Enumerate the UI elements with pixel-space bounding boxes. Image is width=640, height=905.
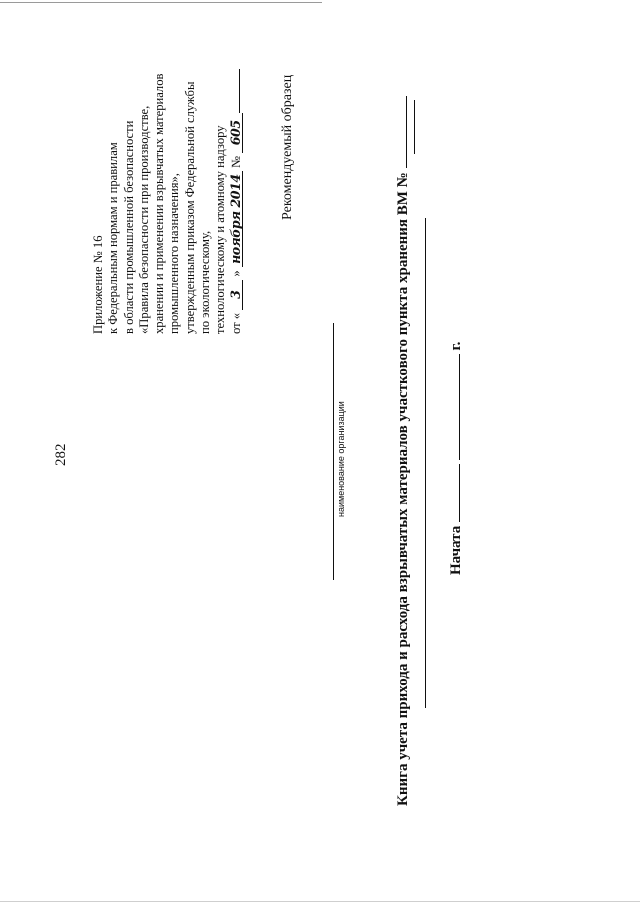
top-edge-rule [0,2,322,3]
appendix-block [91,69,244,334]
appendix-line: промышленного назначения», [167,173,182,334]
organization-name-line [333,323,334,580]
book-title-text: Книга учета прихода и расхода взрывчатых материалов участкового пункта хранения ВМ № [395,172,411,806]
appendix-line: по экологическому, [198,230,213,334]
started-year-blank [459,354,460,460]
started-date-blank [459,464,460,522]
title-underline-short [414,100,415,154]
appendix-line: хранении и применении взрывчатых материалов [152,73,167,334]
appendix-line: технологическому и атомному надзору [213,125,228,334]
appendix-line: Приложение № 16 [91,235,105,334]
appendix-line: «Правила безопасности при производстве, [136,105,151,334]
appendix-line: в области промышленной безопасности [121,120,136,334]
date-month-year: ноября 2014 [229,171,243,267]
bottom-edge-rule [0,901,640,902]
number-sign: № [228,155,243,168]
date-day: 3 [229,280,243,310]
book-title [394,96,412,806]
order-number: 605 [229,113,243,153]
page-number: 282 [53,443,69,466]
order-number-underline [239,69,240,113]
appendix-date-line [229,69,244,334]
organization-name-caption: наименование организации [336,401,346,517]
started-line [447,342,465,575]
appendix-line: утвержденным приказом Федеральной службы [182,81,197,334]
date-middle: » [228,270,243,277]
title-underline-long [425,218,426,708]
appendix-line: к Федеральным нормам и правилам [106,142,121,334]
date-prefix: от « [228,312,243,334]
started-label: Начата [448,525,464,575]
recommended-sample-label: Рекомендуемый образец [280,74,295,220]
started-year-suffix: г. [448,341,464,351]
storage-number-blank [406,96,407,168]
